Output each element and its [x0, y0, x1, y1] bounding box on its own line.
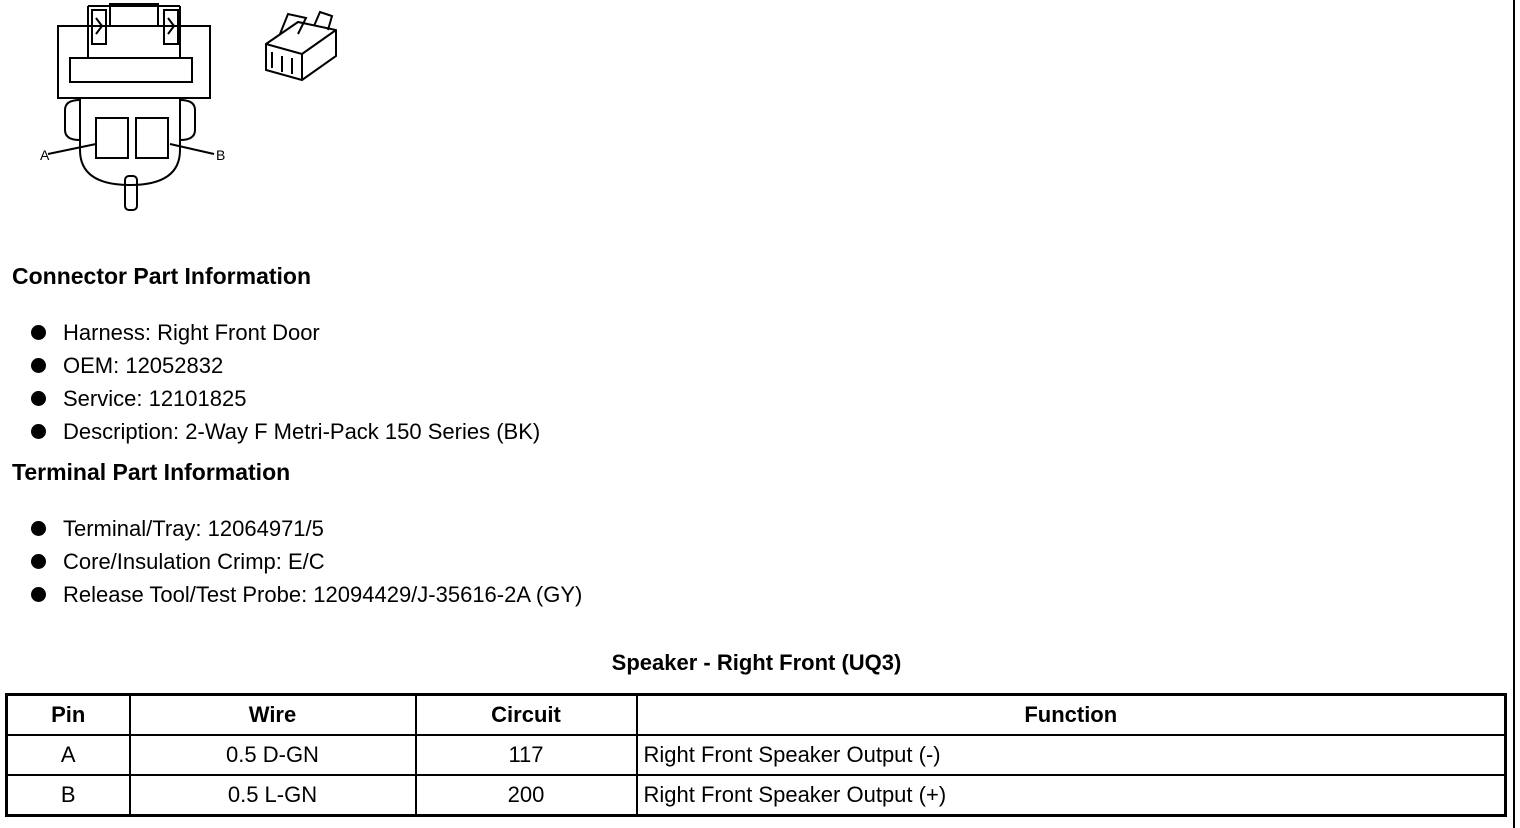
column-header-pin: Pin	[7, 695, 130, 736]
bullet-icon	[31, 587, 46, 602]
circuit-cell: 117	[416, 735, 637, 775]
list-item: Service: 12101825	[30, 382, 540, 415]
column-header-circuit: Circuit	[416, 695, 637, 736]
list-item: Harness: Right Front Door	[30, 316, 540, 349]
right-border-rule	[1513, 0, 1515, 828]
table-row	[7, 775, 1506, 816]
list-item: Core/Insulation Crimp: E/C	[30, 545, 582, 578]
pin-b-label: B	[216, 147, 226, 163]
pinout-table	[5, 693, 1507, 817]
bullet-icon	[31, 325, 46, 340]
pin-a-label: A	[40, 147, 50, 163]
connector-info-list	[30, 316, 540, 448]
column-header-wire: Wire	[130, 695, 416, 736]
wire-cell: 0.5 D-GN	[130, 735, 416, 775]
connector-face-diagram	[30, 0, 240, 215]
bullet-icon	[31, 424, 46, 439]
connector-info-heading: Connector Part Information	[12, 263, 312, 289]
column-header-function: Function	[637, 695, 1506, 736]
list-item: Release Tool/Test Probe: 12094429/J-35616-2A (GY)	[30, 578, 582, 611]
pin-cell: B	[7, 775, 130, 816]
bullet-icon	[31, 358, 46, 373]
table-row	[7, 735, 1506, 775]
bullet-icon	[31, 554, 46, 569]
bullet-icon	[31, 391, 46, 406]
list-item: Terminal/Tray: 12064971/5	[30, 512, 582, 545]
table-header-row	[7, 695, 1506, 736]
terminal-info-heading: Terminal Part Information	[12, 459, 291, 485]
bullet-icon	[31, 521, 46, 536]
circuit-cell: 200	[416, 775, 637, 816]
function-cell: Right Front Speaker Output (-)	[637, 735, 1506, 775]
terminal-info-list	[30, 512, 582, 611]
function-cell: Right Front Speaker Output (+)	[637, 775, 1506, 816]
wire-cell: 0.5 L-GN	[130, 775, 416, 816]
list-item: OEM: 12052832	[30, 349, 540, 382]
table-title: Speaker - Right Front (UQ3)	[611, 650, 902, 675]
list-item: Description: 2-Way F Metri-Pack 150 Series (BK)	[30, 415, 540, 448]
pin-cell: A	[7, 735, 130, 775]
connector-isometric-icon	[258, 4, 344, 88]
